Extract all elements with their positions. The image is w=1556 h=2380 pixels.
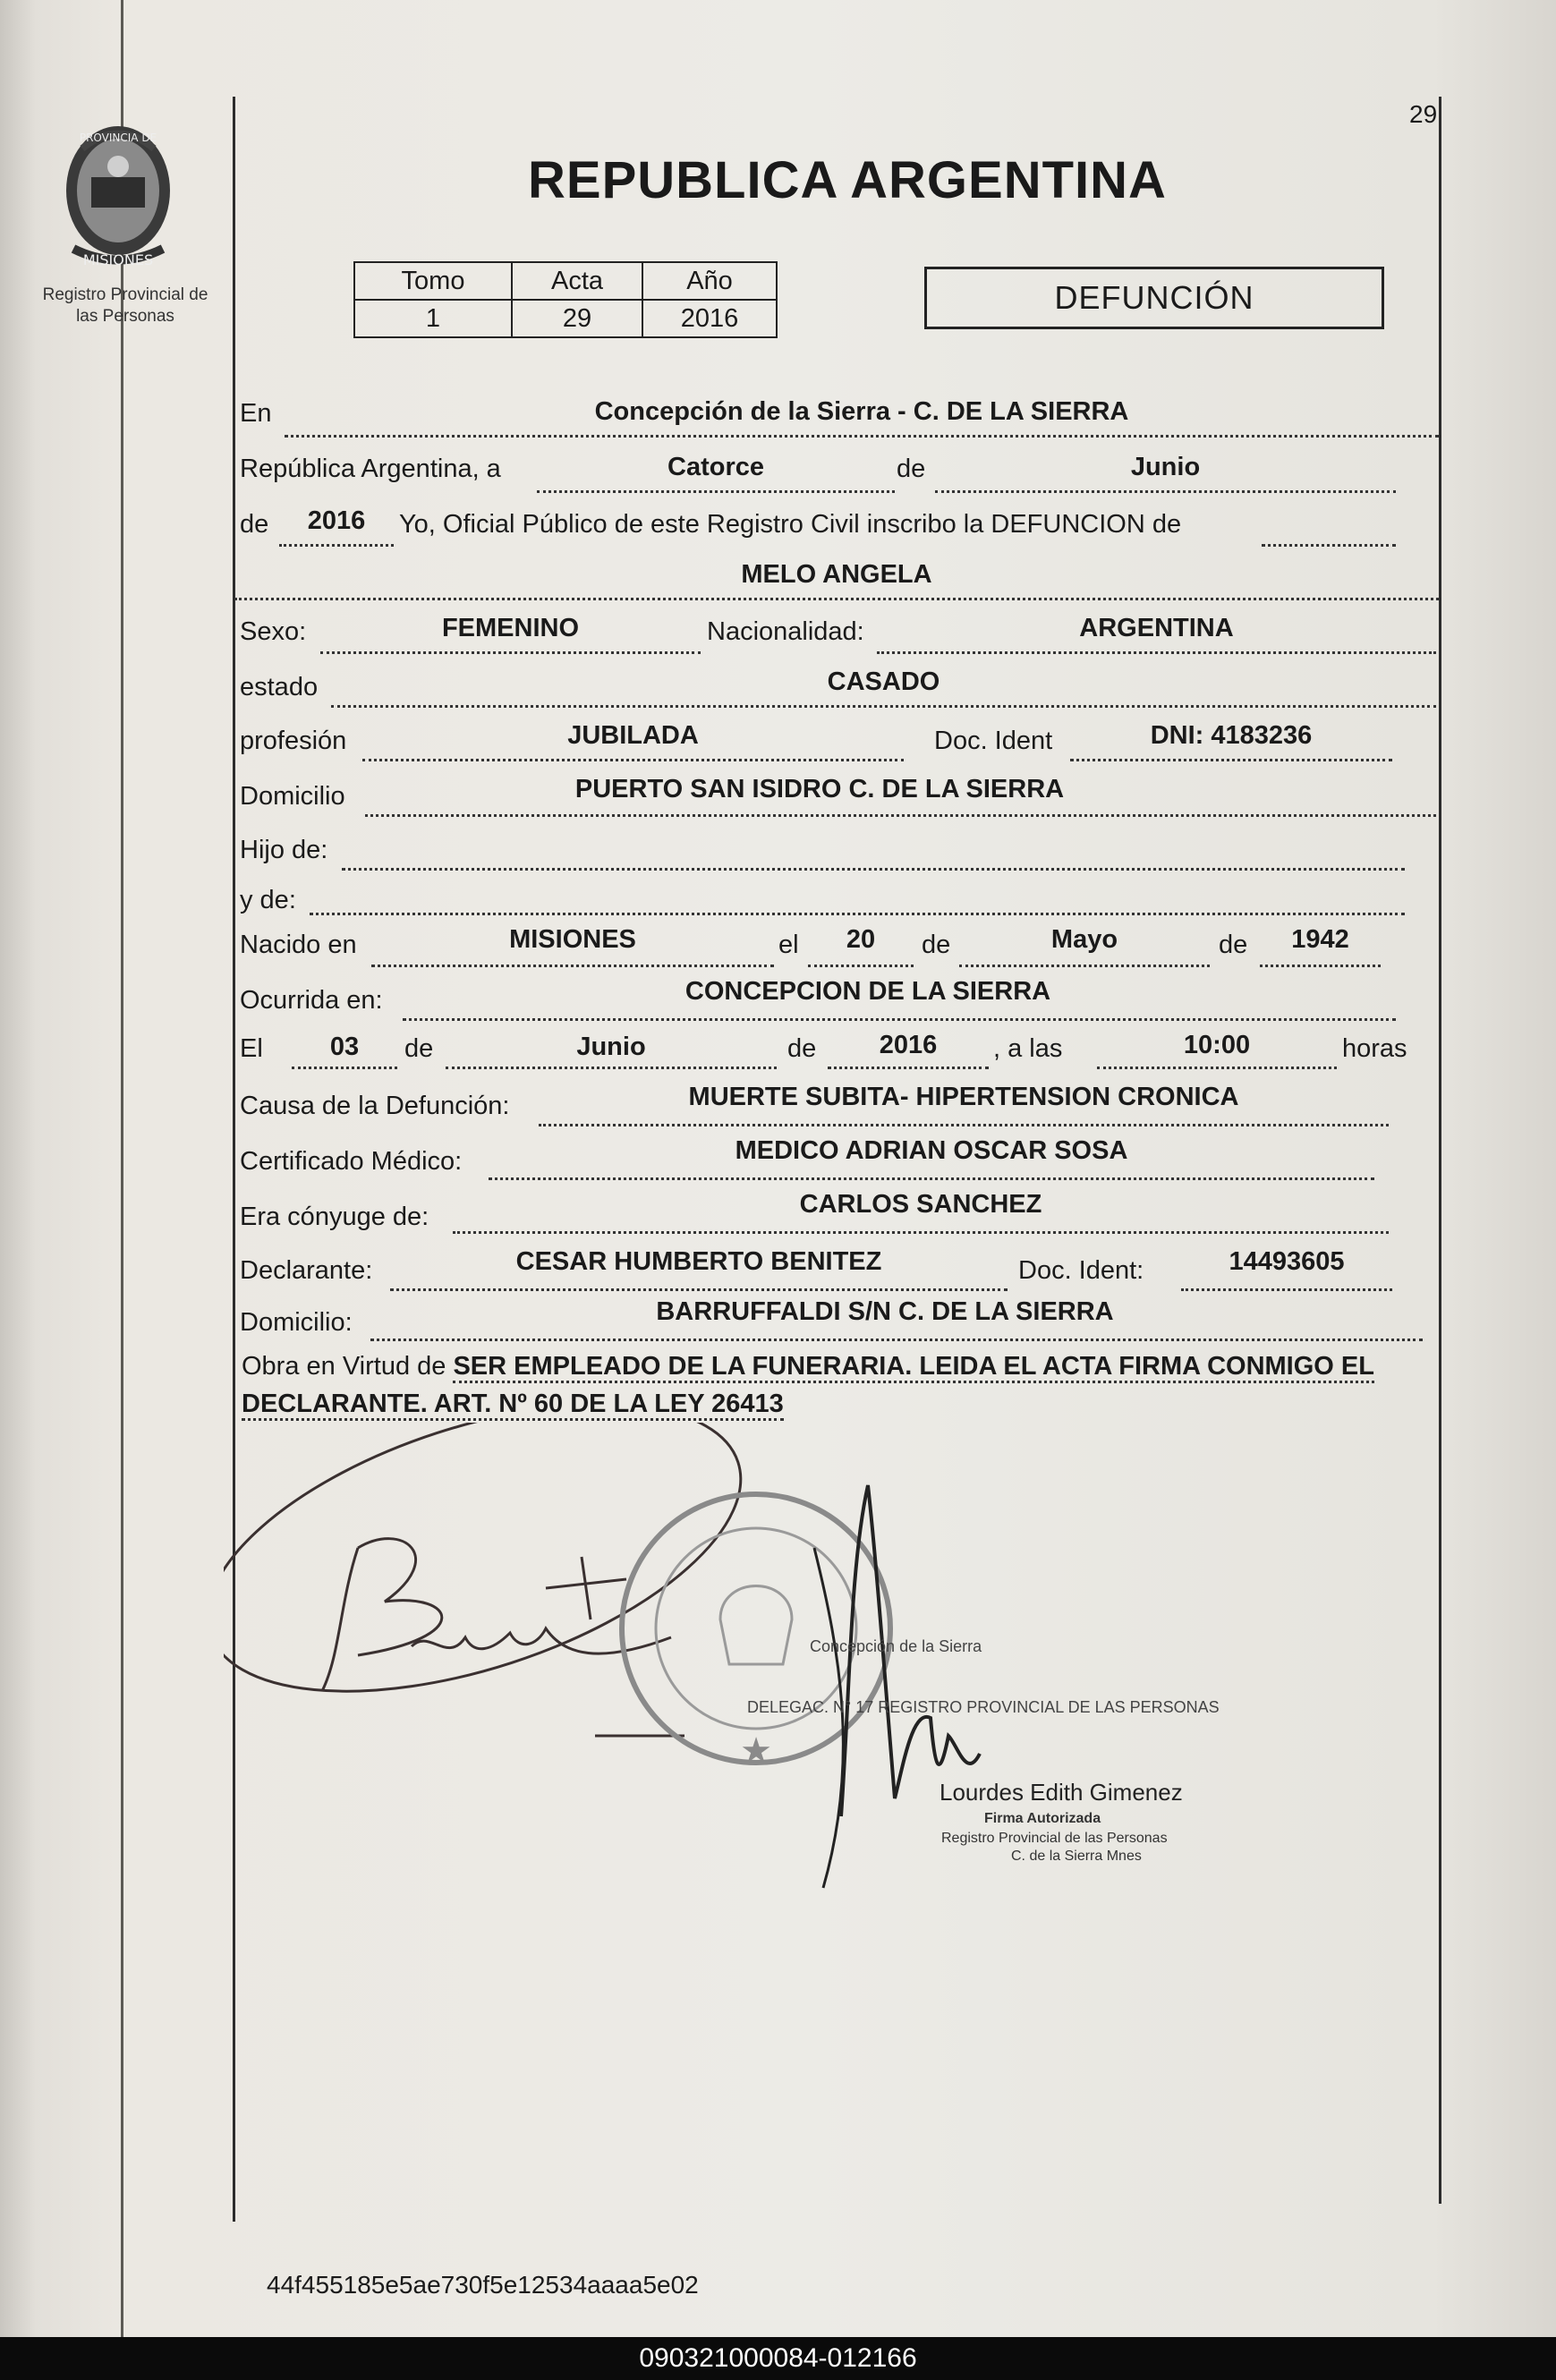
- dotted-line: [808, 965, 914, 967]
- footer-id-bar: 090321000084-012166: [0, 2337, 1556, 2380]
- dotted-line: [320, 651, 701, 654]
- header-acta: Acta: [512, 262, 642, 300]
- label-de-mes: de: [922, 931, 951, 959]
- label-nacionalidad: Nacionalidad:: [707, 617, 864, 646]
- dotted-line: [371, 965, 774, 967]
- binding-line: [121, 0, 123, 2337]
- label-a-las: , a las: [993, 1034, 1063, 1063]
- label-causa: Causa de la Defunción:: [240, 1092, 510, 1120]
- value-lugar: Concepción de la Sierra - C. DE LA SIERRA: [594, 397, 1129, 426]
- dotted-line: [285, 435, 1439, 438]
- value-estado: CASADO: [827, 667, 940, 696]
- label-declarante: Declarante:: [240, 1256, 373, 1285]
- label-nacido-en: Nacido en: [240, 931, 357, 959]
- dotted-line: [403, 1018, 1396, 1021]
- value-nacionalidad: ARGENTINA: [1079, 614, 1234, 642]
- label-conyuge: Era cónyuge de:: [240, 1203, 429, 1231]
- label-de-def-anio: de: [787, 1034, 817, 1063]
- dotted-line: [828, 1067, 989, 1069]
- header-anio: Año: [642, 262, 777, 300]
- value-medico: MEDICO ADRIAN OSCAR SOSA: [735, 1136, 1128, 1165]
- svg-text:PROVINCIA DE: PROVINCIA DE: [79, 132, 157, 144]
- label-sexo: Sexo:: [240, 617, 307, 646]
- label-domicilio-declarante: Domicilio:: [240, 1308, 353, 1337]
- document-hash: 44f455185e5ae730f5e12534aaaa5e02: [267, 2271, 699, 2299]
- official-name: Lourdes Edith Gimenez: [940, 1779, 1183, 1806]
- dotted-line: [342, 868, 1405, 871]
- stamp-inner-text: Concepción de la Sierra: [810, 1637, 982, 1655]
- label-y-de: y de:: [240, 886, 296, 914]
- label-certificado: Certificado Médico:: [240, 1147, 463, 1176]
- value-anio: 2016: [307, 506, 366, 535]
- dotted-line: [331, 705, 1436, 708]
- value-def-anio: 2016: [879, 1031, 938, 1059]
- dotted-line: [1070, 759, 1392, 761]
- dotted-line: [292, 1067, 397, 1069]
- label-en: En: [240, 399, 272, 428]
- dotted-line: [453, 1231, 1389, 1234]
- dotted-line: [539, 1124, 1389, 1126]
- record-table: [353, 261, 778, 338]
- stamp-ring-text: DELEGAC. N° 17 REGISTRO PROVINCIAL DE LAS PERSONAS: [747, 1698, 1220, 1716]
- official-org: Registro Provincial de las Personas: [941, 1831, 1168, 1846]
- official-place: C. de la Sierra Mnes: [1011, 1849, 1142, 1864]
- dotted-line: [370, 1339, 1423, 1341]
- declarant-signature: [224, 1423, 776, 1748]
- label-obra: Obra en Virtud de: [242, 1352, 446, 1381]
- value-nombre: MELO ANGELA: [741, 560, 932, 589]
- page-number: 29: [1409, 100, 1438, 128]
- label-profesion: profesión: [240, 727, 347, 755]
- value-mes: Junio: [1130, 453, 1201, 481]
- label-doc-ident-declarante: Doc. Ident:: [1018, 1256, 1144, 1285]
- label-republica: República Argentina, a: [240, 455, 501, 483]
- value-anio: 2016: [642, 300, 777, 337]
- value-declarante: CESAR HUMBERTO BENITEZ: [515, 1247, 882, 1276]
- value-nac-dia: 20: [846, 925, 876, 954]
- label-de-anio: de: [240, 510, 269, 539]
- label-hijo-de: Hijo de:: [240, 836, 328, 864]
- official-role: Firma Autorizada: [984, 1811, 1101, 1826]
- frame-right-line: [1439, 97, 1441, 2204]
- svg-text:★: ★: [740, 1730, 772, 1772]
- dotted-line: [1181, 1288, 1392, 1291]
- value-def-dia: 03: [329, 1033, 360, 1061]
- svg-text:MISIONES: MISIONES: [82, 251, 154, 268]
- dotted-line: [959, 965, 1210, 967]
- value-nac-lugar: MISIONES: [509, 925, 636, 954]
- dotted-line: [1097, 1067, 1337, 1069]
- value-hora: 10:00: [1183, 1031, 1251, 1059]
- label-el: el: [778, 931, 799, 959]
- label-doc-ident: Doc. Ident: [934, 727, 1053, 755]
- value-tomo: 1: [354, 300, 512, 337]
- value-ocurrida: CONCEPCION DE LA SIERRA: [684, 977, 1051, 1006]
- value-nac-anio: 1942: [1291, 925, 1349, 954]
- dotted-line: [877, 651, 1436, 654]
- value-acta: 29: [512, 300, 642, 337]
- registry-note: Registro Provincial de las Personas: [42, 285, 208, 326]
- dotted-line: [537, 490, 895, 493]
- value-doc: DNI: 4183236: [1150, 721, 1313, 750]
- value-sexo: FEMENINO: [441, 614, 580, 642]
- label-el-fecha: El: [240, 1034, 263, 1063]
- label-de-anio-nac: de: [1219, 931, 1248, 959]
- coat-of-arms-seal: [55, 115, 181, 276]
- label-ocurrida-en: Ocurrida en:: [240, 986, 383, 1015]
- official-signature: [814, 1485, 980, 1888]
- label-de: de: [897, 455, 926, 483]
- dotted-line: [310, 913, 1405, 915]
- label-horas: horas: [1342, 1034, 1407, 1063]
- value-domicilio: PUERTO SAN ISIDRO C. DE LA SIERRA: [574, 775, 1065, 803]
- value-declarante-dom: BARRUFFALDI S/N C. DE LA SIERRA: [656, 1297, 1114, 1326]
- dotted-line: [446, 1067, 777, 1069]
- value-declarante-doc: 14493605: [1229, 1247, 1345, 1276]
- dotted-line: [362, 759, 904, 761]
- value-profesion: JUBILADA: [567, 721, 699, 750]
- value-conyuge: CARLOS SANCHEZ: [799, 1190, 1042, 1219]
- dotted-line: [279, 544, 394, 547]
- label-yo: Yo, Oficial Público de este Registro Civil inscribo la DEFUNCION de: [399, 510, 1182, 539]
- value-causa: MUERTE SUBITA- HIPERTENSION CRONICA: [688, 1083, 1239, 1111]
- value-def-mes: Junio: [576, 1033, 646, 1061]
- dotted-line: [390, 1288, 1008, 1291]
- dotted-line: [365, 814, 1436, 817]
- obra-en-virtud: [242, 1347, 1423, 1423]
- dotted-line: [1260, 965, 1381, 967]
- record-type-box: DEFUNCIÓN: [924, 267, 1384, 329]
- document-title: REPUBLICA ARGENTINA: [528, 151, 1167, 209]
- dotted-line: [935, 490, 1396, 493]
- label-estado: estado: [240, 673, 319, 701]
- dotted-line: [234, 598, 1439, 600]
- value-nac-mes: Mayo: [1050, 925, 1118, 954]
- value-obra: SER EMPLEADO DE LA FUNERARIA. LEIDA EL ACTA FIRMA CONMIGO EL DECLARANTE. ART. Nº 60 DE LA LEY 26413: [242, 1352, 1374, 1421]
- dotted-line: [489, 1177, 1374, 1180]
- label-de-def-mes: de: [404, 1034, 434, 1063]
- header-tomo: Tomo: [354, 262, 512, 300]
- label-domicilio: Domicilio: [240, 782, 345, 811]
- dotted-line: [1262, 544, 1396, 547]
- value-dia-letras: Catorce: [667, 453, 764, 481]
